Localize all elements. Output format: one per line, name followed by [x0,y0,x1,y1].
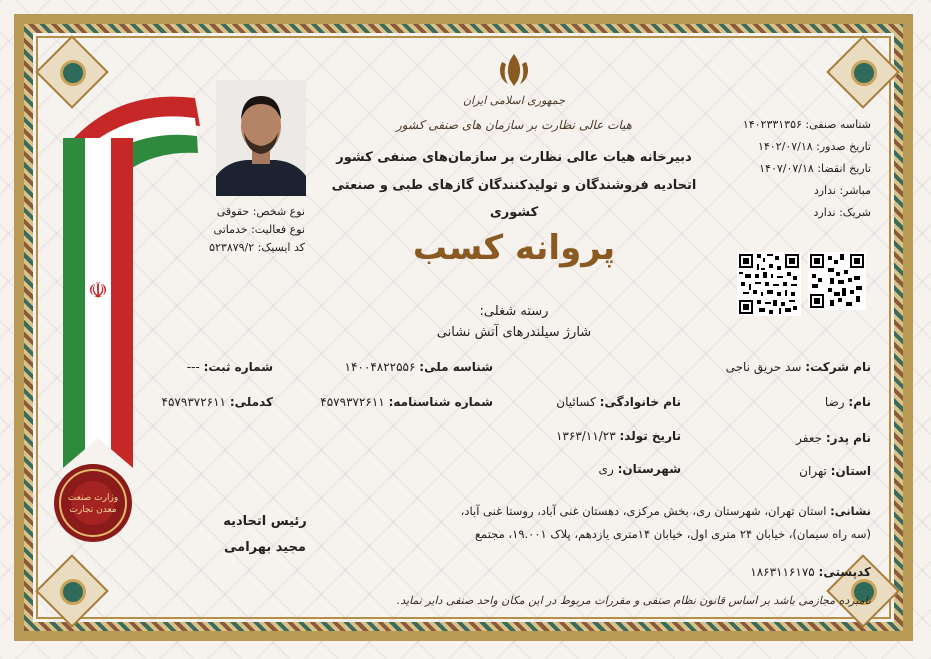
activity-type: نوع فعالیت: خدماتی [213,223,305,236]
iran-emblem-icon [494,50,534,90]
expiry-date: تاریخ انقضا: ۱۴۰۷/۰۷/۱۸ [759,162,871,175]
national-id-field: شناسه ملی: ۱۴۰۰۴۸۲۲۵۵۶ [344,360,493,374]
occupation-label: رسته شغلی: [479,304,549,319]
guild-id: شناسه صنفی: ۱۴۰۲۳۳۱۳۵۶ [742,118,871,131]
seal-text: وزارت صنعت معدن تجارت [67,493,119,515]
person-type: نوع شخص: حقوقی [216,205,305,218]
signature-role: رئیس اتحادیه [223,514,307,529]
flag-ribbon-icon [55,78,205,478]
issue-date: تاریخ صدور: ۱۴۰۲/۰۷/۱۸ [757,140,871,153]
father-name-field: نام پدر: جعفر [796,431,871,445]
first-name-field: نام: رضا [824,395,871,409]
isic-code: کد ایسیک: ۵۲۳۸۷۹/۲ [209,241,305,254]
province-field: استان: تهران [799,464,871,478]
board-calligraphy: هیات عالی نظارت بر سازمان های صنفی کشور [395,118,633,132]
company-field: نام شرکت: سد حریق ناجی [725,360,871,374]
birth-date-field: تاریخ تولد: ۱۳۶۳/۱۱/۲۳ [555,429,681,443]
reg-no-field: شماره ثبت: --- [186,360,273,374]
page-title: پروانه کسب [412,228,616,268]
address-line1: نشانی: استان تهران، شهرستان ری، بخش مرکزی، دهستان غنی آباد، روستا غنی آباد، [460,504,871,518]
manager: مباشر: ندارد [813,184,871,197]
partner: شریک: ندارد [813,206,871,219]
applicant-photo [216,80,306,196]
postal-code-field: کدپستی: ۱۸۶۳۱۱۶۱۷۵ [750,565,871,579]
signature-name: مجید بهرامی [224,540,306,555]
occupation-value: شارژ سیلندرهای آتش نشانی [436,325,592,340]
id-no-field: شماره شناسنامه: ۴۵۷۹۳۷۲۶۱۱ [320,395,493,409]
svg-text:☫: ☫ [88,279,108,304]
footer-note: نامبرده مجازمی باشد بر اساس قانون نظام صنفی و مقررات مربوط در این مکان واحد صنفی دایر نماید. [396,594,871,607]
last-name-field: نام خانوادگی: کسائیان [556,395,681,409]
qr-code-icon [737,252,801,316]
republic-text: جمهوری اسلامی ایران [462,94,566,107]
corner-ornament-icon [829,38,893,102]
address-line2: (سه راه سیمان)، خیابان ۲۴ متری اول، خیابان ۱۴متری یازدهم، پلاک ۱۹.۰۰۱، مجتمع [474,527,871,541]
union-name-line1: اتحادیه فروشندگان و تولیدکنندگان گازهای طبی و صنعتی [331,178,697,193]
city-field: شهرستان: ری [598,462,681,476]
national-code-field: کدملی: ۴۵۷۹۳۷۲۶۱۱ [161,395,273,409]
secretariat-title: دبیرخانه هیات عالی نظارت بر سازمان‌های صنفی کشور [336,150,692,165]
qr-code-icon [808,252,866,310]
corner-ornament-icon [38,557,102,621]
union-name-line2: کشوری [489,205,539,220]
